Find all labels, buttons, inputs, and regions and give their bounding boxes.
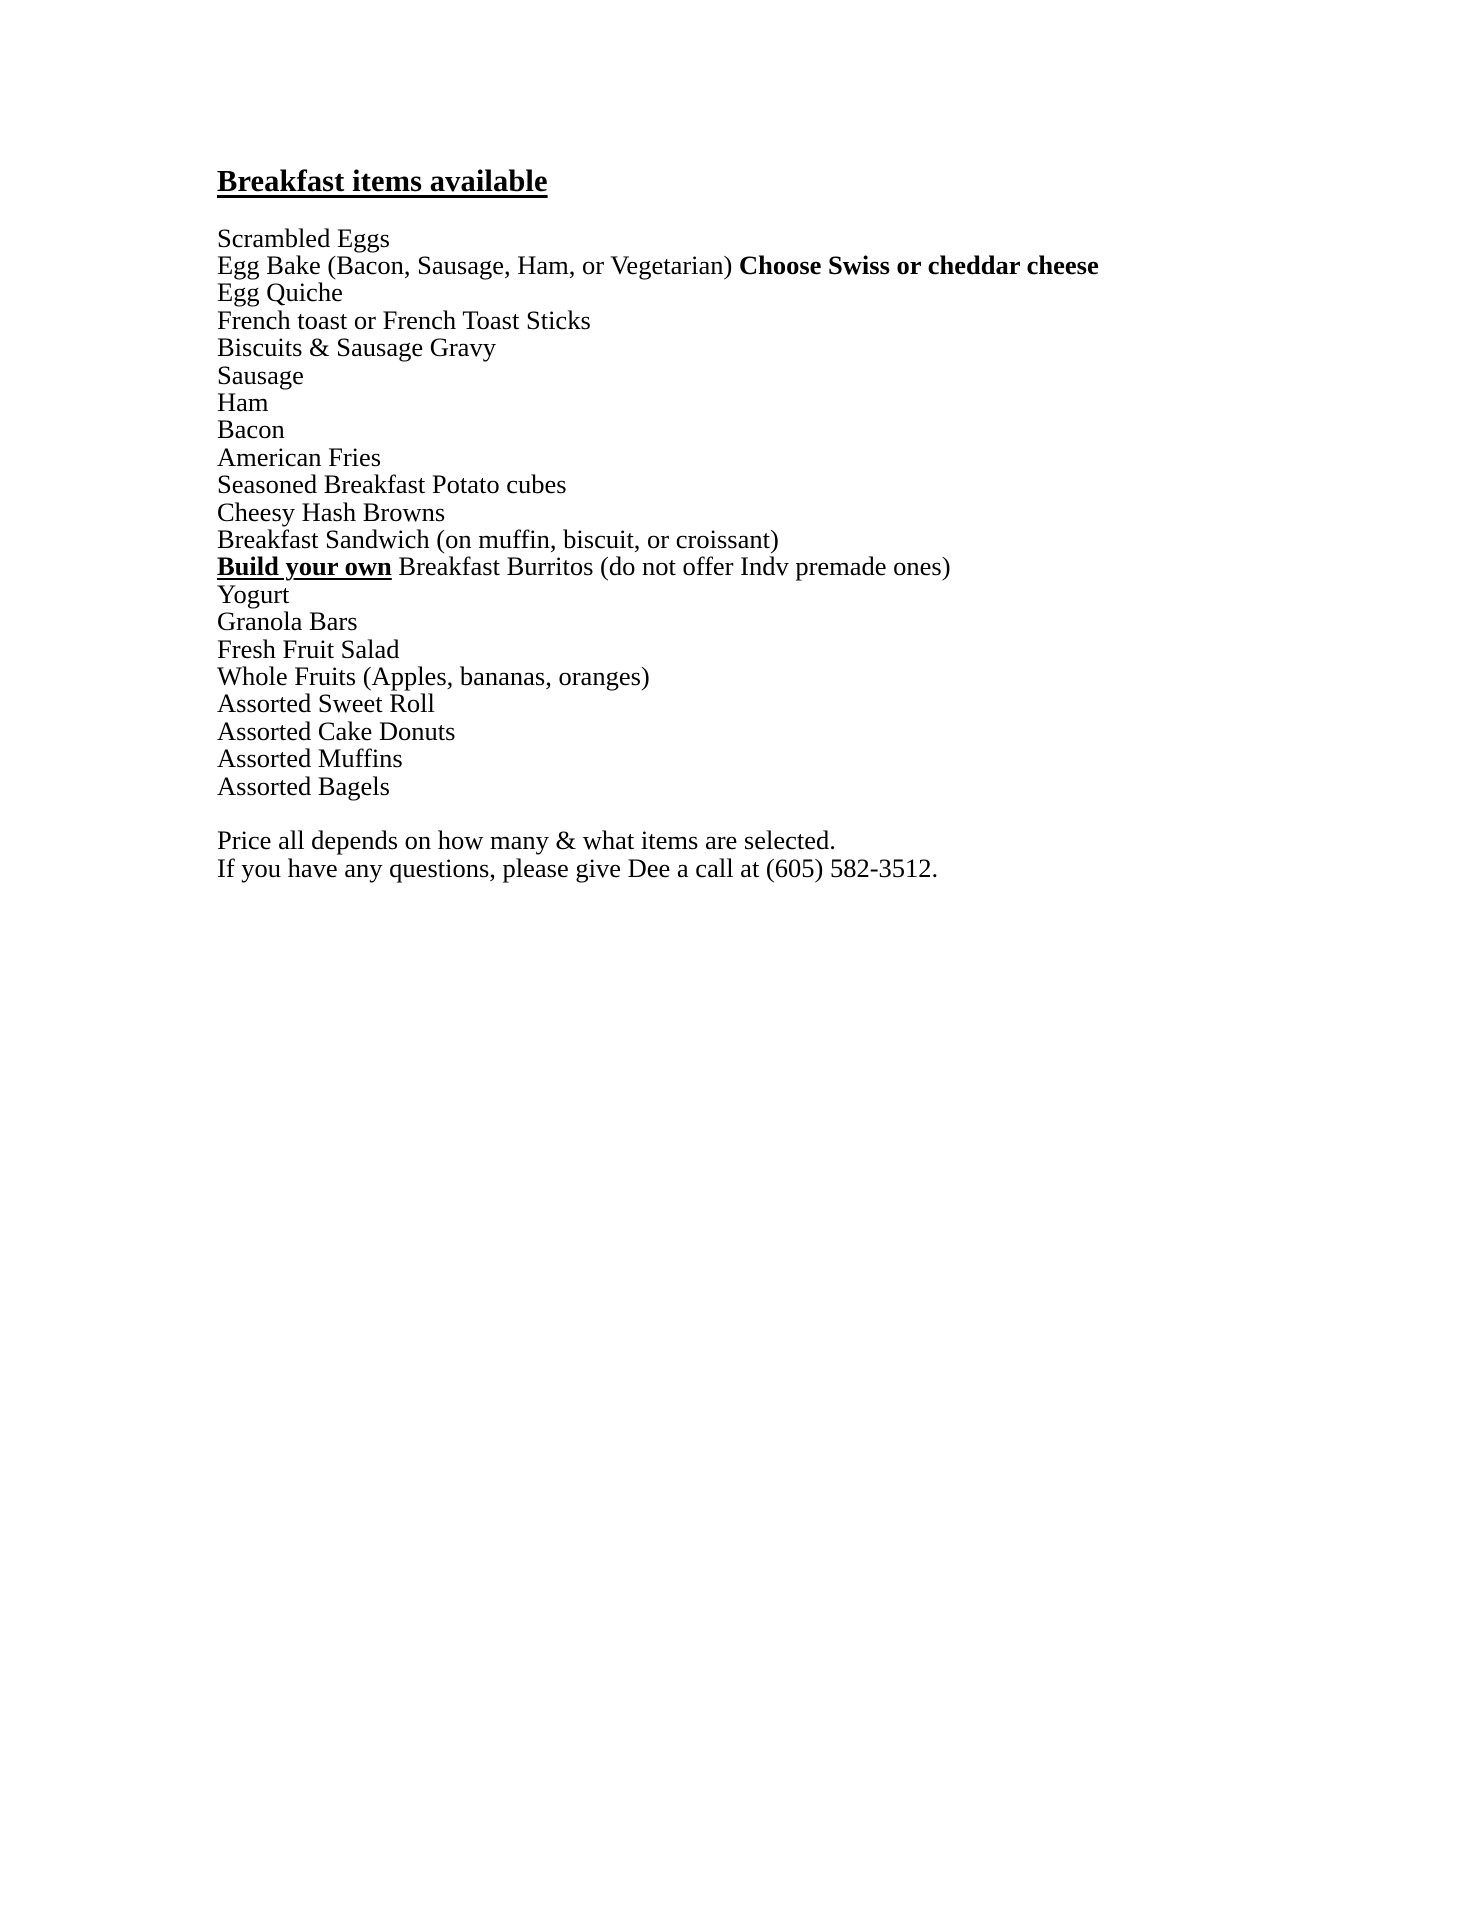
- list-item: [217, 416, 1337, 443]
- list-item-label: Ham: [217, 386, 269, 417]
- list-item: [217, 496, 1337, 527]
- list-item-label: Egg Quiche: [217, 277, 343, 308]
- list-item-emphasis: Build your own: [217, 551, 392, 582]
- list-item: [217, 334, 1337, 361]
- list-item-label: Assorted Cake Donuts: [217, 715, 456, 746]
- closing-line: Price all depends on how many & what items are selected.: [217, 825, 836, 856]
- list-item: [217, 249, 1337, 280]
- list-item-label: Granola Bars: [217, 606, 358, 637]
- list-item: [217, 523, 1337, 554]
- list-item: [217, 279, 1337, 306]
- closing-paragraph: [217, 827, 1337, 882]
- list-item: [217, 608, 1337, 635]
- section-spacer: [217, 800, 1337, 827]
- closing-line: If you have any questions, please give Dee a call at (605) 582-3512.: [217, 852, 939, 883]
- page-title-text: Breakfast items available: [217, 164, 548, 198]
- list-item-label: Assorted Bagels: [217, 770, 390, 801]
- title-spacer: [217, 197, 1337, 225]
- list-item: [217, 441, 1337, 472]
- list-item: [217, 553, 1337, 580]
- list-item-label: Seasoned Breakfast Potato cubes: [217, 469, 567, 500]
- list-item-label: Scrambled Eggs: [217, 222, 390, 253]
- list-item: [217, 578, 1337, 609]
- list-item-label: American Fries: [217, 441, 382, 472]
- document-body: [217, 166, 1337, 882]
- list-item-label: Egg Bake (Bacon, Sausage, Ham, or Vegetarian): [217, 249, 739, 280]
- list-item-emphasis: Choose Swiss or cheddar cheese: [738, 249, 1099, 280]
- list-item-label: Bacon: [217, 414, 285, 445]
- list-item-label: Whole Fruits (Apples, bananas, oranges): [217, 661, 650, 691]
- list-item: [217, 770, 1337, 801]
- list-item-label: Yogurt: [217, 578, 290, 609]
- list-item: [217, 222, 1337, 253]
- list-item: [217, 633, 1337, 664]
- list-item-label: Cheesy Hash Browns: [217, 496, 446, 527]
- list-item-label: Breakfast Burritos (do not offer Indv premade ones): [391, 551, 951, 582]
- list-item: [217, 386, 1337, 417]
- list-item-label: Sausage: [217, 359, 304, 390]
- page-title: [217, 166, 1337, 197]
- list-item: [217, 304, 1337, 335]
- list-item: [217, 690, 1337, 717]
- list-item-label: Fresh Fruit Salad: [217, 633, 400, 664]
- list-item: [217, 715, 1337, 746]
- list-item-label: French toast or French Toast Sticks: [217, 304, 591, 335]
- list-item: [217, 663, 1337, 690]
- list-item: [217, 745, 1337, 772]
- list-item-label: Biscuits & Sausage Gravy: [217, 332, 496, 363]
- list-item: [217, 471, 1337, 498]
- breakfast-items-list: [217, 222, 1337, 801]
- list-item-label: Assorted Sweet Roll: [217, 688, 435, 719]
- list-item-label: Breakfast Sandwich (on muffin, biscuit, or croissant): [217, 523, 779, 554]
- list-item-label: Assorted Muffins: [217, 743, 403, 774]
- list-item: [217, 359, 1337, 390]
